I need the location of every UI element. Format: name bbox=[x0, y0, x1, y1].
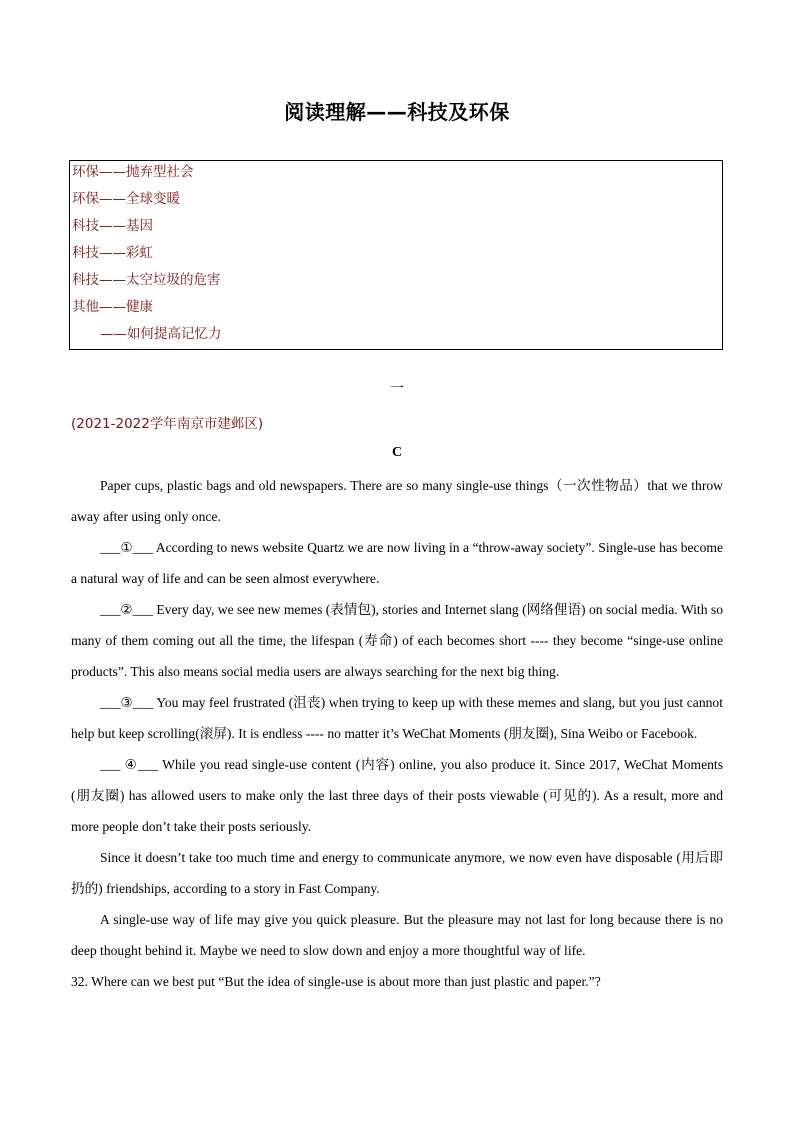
paragraph: ___③___ You may feel frustrated (沮丧) when trying to keep up with these memes and slang, but you just cannot help but keep scrolling(滚屏). It is endless ---- no matter it’s WeChat Moments (朋友圈), Sina Weibo or Facebook. bbox=[71, 695, 723, 741]
toc-item-health[interactable]: 其他——健康 bbox=[72, 299, 153, 315]
paragraph: ___②___ Every day, we see new memes (表情包), stories and Internet slang (网络俚语) on social media. With so many of them coming out all the time, the lifespan (寿命) of each becomes short ---- they become “singe-use online products”. This also means social media users are always searching for the next big thing. bbox=[71, 602, 723, 679]
toc-item-global-warming[interactable]: 环保——全球变暖 bbox=[72, 191, 180, 207]
toc-item-space-junk[interactable]: 科技——太空垃圾的危害 bbox=[72, 272, 221, 288]
toc-item-rainbow[interactable]: 科技——彩虹 bbox=[72, 245, 153, 261]
paragraph: ___ ④___ While you read single-use content (内容) online, you also produce it. Since 2017, WeChat Moments (朋友圈) has allowed users to make only the last three days of their posts viewable (可见的). As a result, more and more people don’t take their posts seriously. bbox=[71, 757, 723, 834]
paragraph: Paper cups, plastic bags and old newspapers. There are so many single-use things（一次性物品）that we throw away after using only once. bbox=[71, 478, 723, 524]
toc-item-throwaway-society[interactable]: 环保——抛弃型社会 bbox=[72, 164, 194, 180]
toc-item-memory[interactable]: ——如何提高记忆力 bbox=[100, 326, 222, 342]
paragraph: ___①___ According to news website Quartz we are now living in a “throw-away society”. Single-use has become a natural way of life and can be seen almost everywhere. bbox=[71, 540, 723, 586]
passage-body bbox=[71, 470, 723, 997]
page-title: 阅读理解——科技及环保 bbox=[284, 100, 510, 124]
passage-letter: C bbox=[391, 445, 403, 460]
paragraph: A single-use way of life may give you quick pleasure. But the pleasure may not last for long because there is no deep thought behind it. Maybe we need to slow down and enjoy a more thoughtful way of life. bbox=[71, 912, 723, 958]
paragraph: Since it doesn’t take too much time and energy to communicate anymore, we now even have disposable (用后即扔的) friendships, according to a story in Fast Company. bbox=[71, 850, 723, 896]
toc-item-genes[interactable]: 科技——基因 bbox=[72, 218, 153, 234]
passage-source: (2021-2022学年南京市建邺区) bbox=[71, 416, 264, 432]
question-32: 32. Where can we best put “But the idea of single-use is about more than just plastic and paper.”? bbox=[71, 974, 601, 989]
table-of-contents bbox=[69, 160, 723, 350]
section-number: 一 bbox=[390, 381, 404, 397]
